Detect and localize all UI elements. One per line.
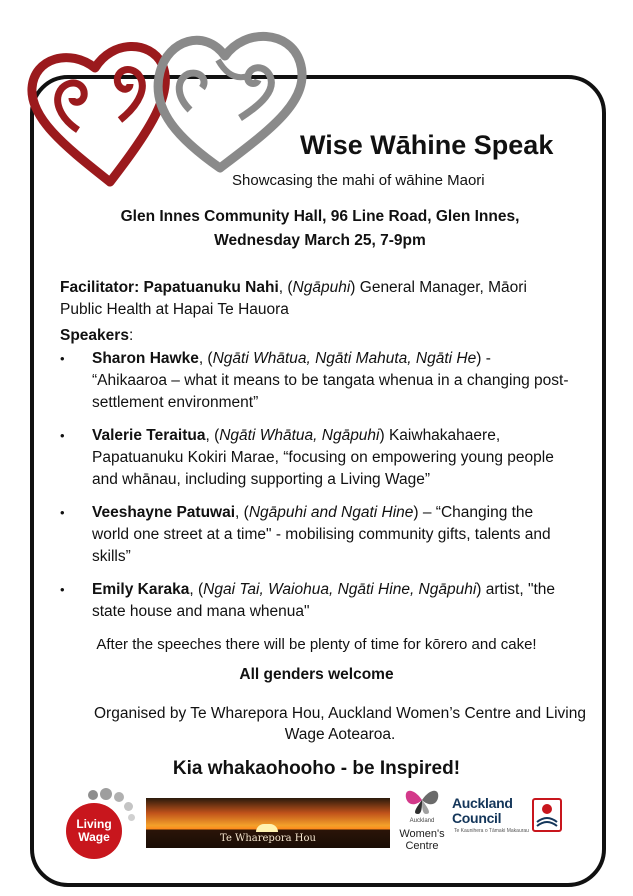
sun-icon <box>256 824 278 832</box>
facilitator-name: Facilitator: Papatuanuku Nahi <box>60 279 279 296</box>
grey-heart-icon <box>158 36 302 168</box>
speaker-name: Sharon Hawke <box>92 350 199 367</box>
facilitator-sep: , ( <box>278 279 293 296</box>
list-item <box>60 425 570 491</box>
speaker-desc: ) artist, "the state house and mana whenua" <box>92 581 556 620</box>
speaker-desc: ) - “Ahikaaroa – what it means to be tangata whenua in a changing post-settlement environment” <box>92 350 569 411</box>
living-wage-badge <box>66 803 122 859</box>
venue-date: Wednesday March 25, 7-9pm <box>214 232 426 249</box>
page-subtitle: Showcasing the mahi of wāhine Maori <box>232 172 485 189</box>
hearts-graphic <box>0 0 340 190</box>
sponsor-logos <box>0 770 633 896</box>
bullet-icon: • <box>60 428 65 443</box>
awc-logo <box>398 784 446 866</box>
venue-block <box>60 205 580 253</box>
auckland-council-logo <box>452 796 572 856</box>
speaker-iwi: Ngāpuhi and Ngati Hine <box>248 504 414 521</box>
wharepora-sunset-image <box>146 798 390 848</box>
speakers-heading-text: Speakers <box>60 327 129 344</box>
red-heart-icon <box>32 46 166 182</box>
facilitator-desc: ) General Manager, Māori Public Health at Hapai Te Hauora <box>60 279 527 318</box>
list-item <box>60 502 570 568</box>
wharepora-caption: Te Wharepora Hou <box>220 833 316 844</box>
speaker-iwi: Ngāti Whātua, Ngāpuhi <box>219 427 380 444</box>
bullet-icon: • <box>60 505 65 520</box>
list-item <box>60 579 570 623</box>
speakers-heading-colon: : <box>128 327 134 344</box>
speaker-iwi: Ngai Tai, Waiohua, Ngāti Hine, Ngāpuhi <box>203 581 477 598</box>
speaker-name: Emily Karaka <box>92 581 190 598</box>
list-item <box>60 348 570 414</box>
speaker-name: Valerie Teraitua <box>92 427 206 444</box>
speaker-sep: , ( <box>235 504 249 521</box>
facilitator-iwi: Ngāpuhi <box>292 279 351 296</box>
speaker-iwi: Ngāti Whātua, Ngāti Mahuta, Ngāti He <box>212 350 477 367</box>
council-emblem-icon <box>532 798 562 832</box>
speakers-heading <box>60 327 133 345</box>
council-tagline: Te Kaunihera o Tāmaki Makaurau <box>454 828 529 834</box>
facilitator-block <box>60 277 570 321</box>
speaker-desc: ) – “Changing the world one street at a time" - mobilising community gifts, talents and skills” <box>92 504 551 565</box>
awc-big-text <box>394 828 450 852</box>
welcome-note: All genders welcome <box>239 666 394 683</box>
awc-butterfly-icon <box>402 784 442 816</box>
venue-address: Glen Innes Community Hall, 96 Line Road, Glen Innes, <box>120 208 520 225</box>
bullet-icon: • <box>60 351 65 366</box>
speaker-sep: , ( <box>198 350 213 367</box>
speaker-name: Veeshayne Patuwai <box>92 504 236 521</box>
after-speeches-note: After the speeches there will be plenty of time for kōrero and cake! <box>96 636 537 653</box>
council-name: Auckland Council <box>452 795 513 826</box>
speaker-sep: , ( <box>205 427 220 444</box>
living-wage-text-1: Living <box>76 817 112 831</box>
awc-line-1: Women's <box>399 828 445 840</box>
living-wage-logo <box>64 788 142 868</box>
awc-line-2: Centre <box>405 840 439 852</box>
awc-small-text: Auckland <box>409 818 435 824</box>
speaker-list <box>60 348 570 634</box>
speaker-desc: ) Kaiwhakahaere, Papatuanuku Kokiri Marae, “focusing on empowering young people and whānau, including supporting a Living Wage” <box>92 427 554 488</box>
speaker-sep: , ( <box>189 581 204 598</box>
organisers-note: Organised by Te Wharepora Hou, Auckland Women’s Centre and Living Wage Aotearoa. <box>94 705 586 743</box>
inspired-slogan: Kia whakaohooho - be Inspired! <box>172 758 461 779</box>
bullet-icon: • <box>60 582 65 597</box>
living-wage-text-2: Wage <box>78 830 110 844</box>
page-title: Wise Wāhine Speak <box>300 130 554 160</box>
